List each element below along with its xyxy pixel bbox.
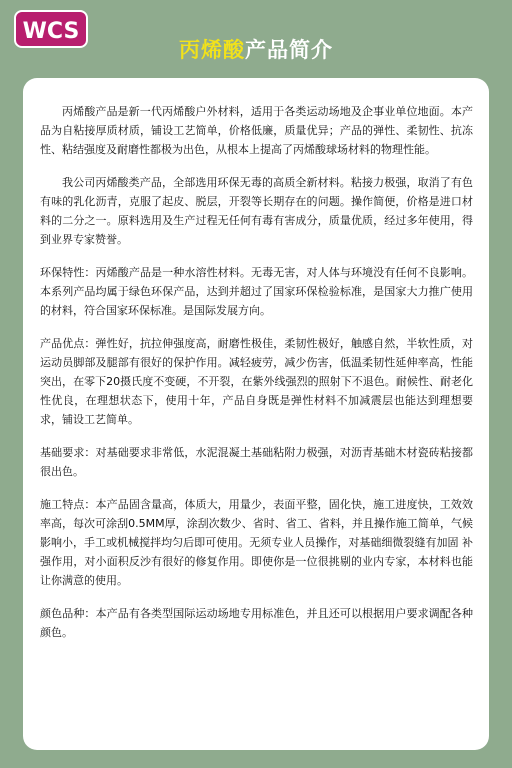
- title-highlight: 丙烯酸: [179, 38, 245, 62]
- page-title: [0, 34, 512, 64]
- advantages-paragraph: 产品优点：弹性好，抗拉伸强度高，耐磨性极佳，柔韧性极好，触感自然，半软性质，对运动员脚部及腿部有很好的保护作用。减轻疲劳，减少伤害，低温柔韧性延伸率高，性能突出，在零下20摄氏度不变硬，不开裂，在紫外线强烈的照射下不退色。耐候性、耐老化性优良，在理想状态下，使用十年，产品自身既是弹性材料不加减震层也能达到理想要求，铺设工艺简单。: [40, 337, 473, 426]
- eco-paragraph: 环保特性：丙烯酸产品是一种水溶性材料。无毒无害，对人体与环境没有任何不良影响。本系列产品均属于绿色环保产品，达到并超过了国家环保检验标准，是国家大力推广使用的材料，符合国家环保标准。是国际发展方向。: [40, 266, 473, 317]
- title-rest: 产品简介: [245, 38, 333, 62]
- construction-paragraph: 施工特点：本产品固含量高，体质大，用量少，表面平整，固化快，施工进度快，工效效率高，每次可涂刮0.5MM厚，涂刮次数少、省时、省工、省料，并且操作施工简单，气候影响小，手工或机械搅拌均匀后即可使用。无须专业人员操作，对基础细微裂缝有加固 补强作用，对小面积反沙有很好的修复作用。即使你是一位很挑剔的业内专家，本材料也能让你满意的使用。: [40, 498, 473, 587]
- base-requirements-paragraph: 基础要求：对基础要求非常低，水泥混凝土基础粘附力极强，对沥青基础木材瓷砖粘接都很出色。: [40, 446, 473, 478]
- intro-paragraph: 丙烯酸产品是新一代丙烯酸户外材料，适用于各类运动场地及企事业单位地面。本产品为自粘接厚质材质，铺设工艺简单，价格低廉，质量优异；产品的弹性、柔韧性、抗冻性、粘结强度及耐磨性都极为出色，从根本上提高了丙烯酸球场材料的物理性能。: [40, 105, 473, 156]
- colors-paragraph: 颜色品种：本产品有各类型国际运动场地专用标准色，并且还可以根据用户要求调配各种颜色。: [40, 607, 473, 639]
- content-panel: [23, 78, 489, 750]
- company-paragraph: 我公司丙烯酸类产品，全部选用环保无毒的高质全新材料。粘接力极强，取消了有色有味的乳化沥青，克服了起皮、脱层，开裂等长期存在的问题。操作简便，价格是进口材料的二分之一。原料选用及生产过程无任何有毒有害成分，质量优质，经过多年使用，得到业界专家赞誉。: [40, 176, 473, 246]
- logo-text: WCS: [22, 19, 80, 44]
